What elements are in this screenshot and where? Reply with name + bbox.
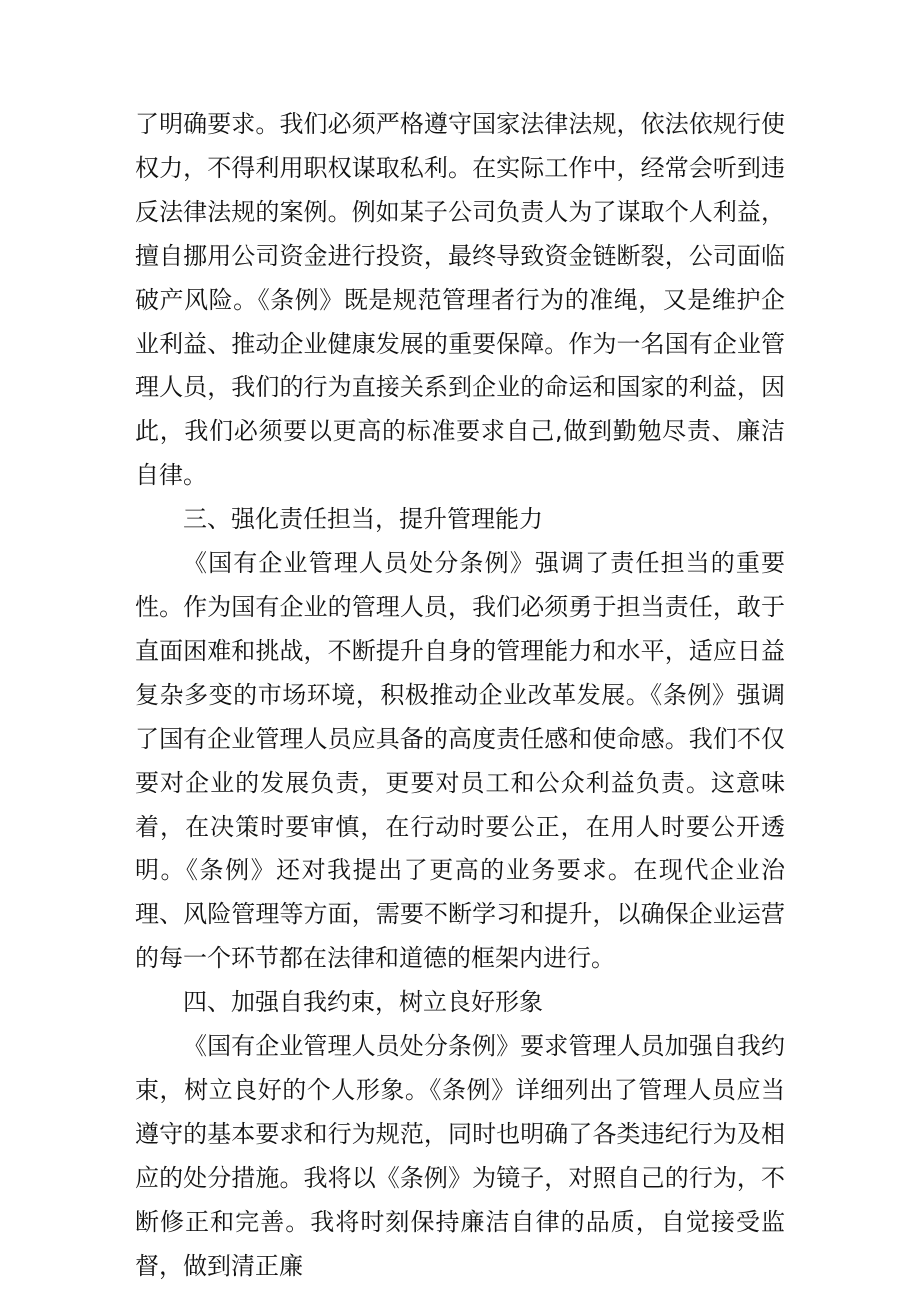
paragraph-continuation: 了明确要求。我们必须严格遵守国家法律法规，依法依规行使权力，不得利用职权谋取私利。在实际工作中，经常会听到违反法律法规的案例。例如某子公司负责人为了谋取个人利益，擅自挪用公司资金进行投资，最终导致资金链断裂，公司面临破产风险。《条例》既是规范管理者行为的准绳，又是维护企业利益、推动企业健康发展的重要保障。作为一名国有企业管理人员，我们的行为直接关系到企业的命运和国家的利益，因此，我们必须要以更高的标准要求自己,做到勤勉尽责、廉洁自律。 (135, 110, 785, 490)
section-heading-3: 三、强化责任担当，提升管理能力 (183, 505, 543, 534)
document-body (135, 103, 785, 1288)
section-heading-4: 四、加强自我约束，树立良好形象 (183, 988, 543, 1017)
paragraph-self-discipline: 《国有企业管理人员处分条例》要求管理人员加强自我约束，树立良好的个人形象。《条例》详细列出了管理人员应当遵守的基本要求和行为规范，同时也明确了各类违纪行为及相应的处分措施。我将以《条例》为镜子，对照自己的行为，不断修正和完善。我将时刻保持廉洁自律的品质，自觉接受监督，做到清正廉 (135, 1032, 785, 1280)
paragraph-responsibility: 《国有企业管理人员处分条例》强调了责任担当的重要性。作为国有企业的管理人员，我们必须勇于担当责任，敢于直面困难和挑战，不断提升自身的管理能力和水平，适应日益复杂多变的市场环境，积极推动企业改革发展。《条例》强调了国有企业管理人员应具备的高度责任感和使命感。我们不仅要对企业的发展负责，更要对员工和公众利益负责。这意味着，在决策时要审慎，在行动时要公正，在用人时要公开透明。《条例》还对我提出了更高的业务要求。在现代企业治理、风险管理等方面，需要不断学习和提升，以确保企业运营的每一个环节都在法律和道德的框架内进行。 (135, 549, 785, 973)
